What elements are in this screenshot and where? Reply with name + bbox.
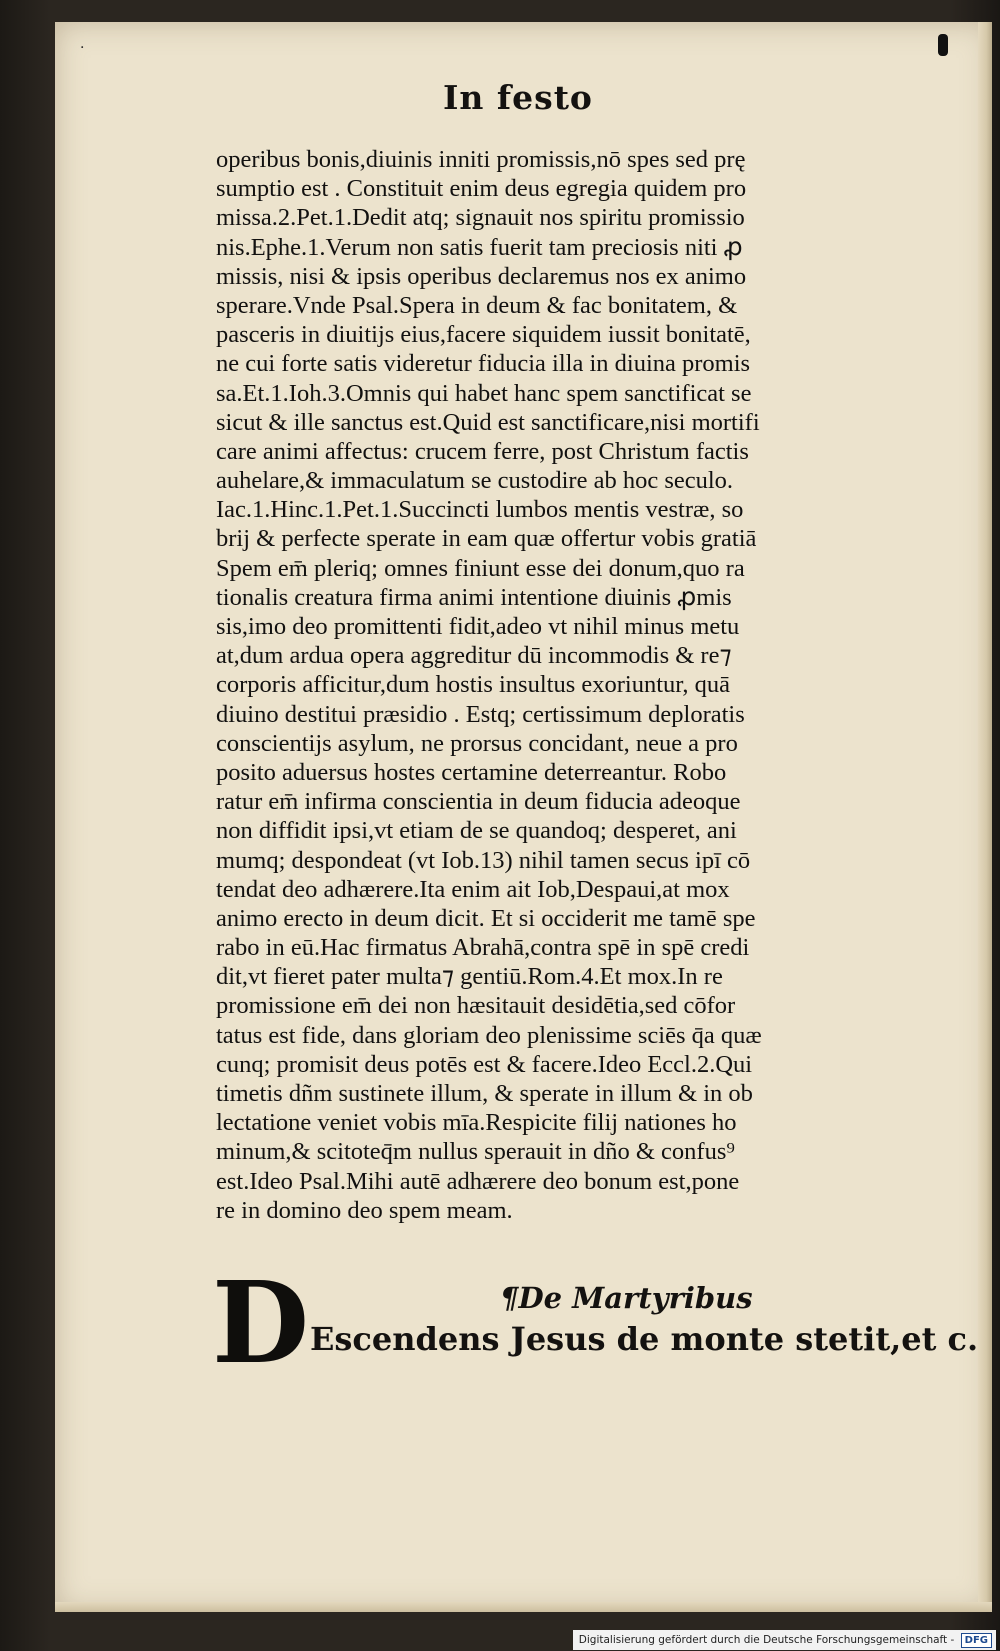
text-line: rabo in eū.Hac firmatus Abrahā,contra spē in spē credi — [216, 934, 750, 962]
text-line: non diffidit ipsi,vt etiam de se quandoq; desperet, ani — [216, 817, 737, 845]
drop-capital: D — [212, 1258, 310, 1389]
text-line: nis.Ephe.1.Verum non satis fuerit tam preciosis niti ꝓ — [216, 233, 743, 261]
text-line: care animi affectus: crucem ferre, post Christum factis — [216, 437, 749, 465]
page-edge-bottom — [55, 1602, 992, 1612]
dfg-logo: DFG — [961, 1633, 992, 1648]
digitization-credit — [573, 1630, 996, 1650]
text-line: Iac.1.Hinc.1.Pet.1.Succincti lumbos mentis vestræ, so — [216, 496, 744, 524]
page-edge — [978, 22, 992, 1612]
text-line: sumptio est . Constituit enim deus egregia quidem pro — [216, 175, 747, 203]
text-line: animo erecto in deum dicit. Et si occiderit me tamē spe — [216, 904, 756, 932]
text-line: ratur em̄ infirma conscientia in deum fiducia adeoque — [216, 788, 741, 816]
text-line: pasceris in diuitijs eius,facere siquidem iussit bonitatē, — [216, 321, 751, 349]
text-line: sis,imo deo promittenti fidit,adeo vt nihil minus metu — [216, 613, 740, 640]
running-head: In festo — [443, 78, 593, 117]
credit-text: Digitalisierung gefördert durch die Deutsche Forschungsgemeinschaft - — [578, 1634, 955, 1646]
text-line: at,dum ardua opera aggreditur dū incommodis & re⁊ — [216, 642, 732, 670]
ink-blot — [938, 34, 948, 56]
text-line: sa.Et.1.Ioh.3.Omnis qui habet hanc spem sanctificat se — [216, 379, 752, 407]
text-line: missa.2.Pet.1.Dedit atq; signauit nos spiritu promissio — [216, 204, 745, 232]
corner-mark: · — [80, 40, 85, 56]
text-line: sicut & ille sanctus est.Quid est sanctificare,nisi mortifi — [216, 408, 760, 436]
text-line: auhelare,& immaculatum se custodire ab hoc seculo. — [216, 467, 734, 495]
body-text — [216, 145, 936, 1225]
text-line: sperare.Vnde Psal.Spera in deum & fac bonitatem, & — [216, 291, 738, 319]
text-line: ne cui forte satis videretur fiducia illa in diuina promis — [216, 350, 751, 378]
text-line: est.Ideo Psal.Mihi autē adhærere deo bonum est,pone — [216, 1167, 740, 1195]
text-line: minum,& scitoteq̄m nullus sperauit in dño & confus⁹ — [216, 1138, 735, 1166]
section-title: ¶De Martyribus — [500, 1281, 753, 1315]
text-line: re in domino deo spem meam. — [216, 1196, 513, 1224]
text-line: tatus est fide, dans gloriam deo plenissime sciēs q̄a quæ — [216, 1021, 762, 1049]
text-line: promissione em̄ dei non hæsitauit desidētia,sed cōfor — [216, 992, 736, 1020]
text-line: conscientijs asylum, ne prorsus concidant, neue a pro — [216, 729, 738, 757]
text-line: tionalis creatura firma animi intentione diuinis ꝓmis — [216, 583, 732, 611]
text-line: cunq; promisit deus potēs est & facere.Ideo Eccl.2.Qui — [216, 1050, 753, 1078]
text-line: corporis afficitur,dum hostis insultus exoriuntur, quā — [216, 671, 731, 699]
text-line: timetis dñm sustinete illum, & sperate in illum & in ob — [216, 1080, 753, 1107]
text-line: lectatione veniet vobis mīa.Respicite filij nationes ho — [216, 1109, 737, 1137]
text-line: diuino destitui præsidio . Estq; certissimum deploratis — [216, 700, 745, 728]
text-line: brij & perfecte sperate in eam quæ offertur vobis gratiā — [216, 525, 757, 553]
text-line: tendat deo adhærere.Ita enim ait Iob,Despaui,at mox — [216, 875, 730, 903]
text-line: posito aduersus hostes certamine deterreantur. Robo — [216, 758, 727, 786]
text-line: mumq; despondeat (vt Iob.13) nihil tamen secus ipī cō — [216, 846, 751, 874]
incipit-line: Escendens Jesus de monte stetit,et c. — [310, 1320, 979, 1358]
text-line: missis, nisi & ipsis operibus declaremus nos ex animo — [216, 262, 747, 290]
text-line: dit,vt fieret pater multa⁊ gentiū.Rom.4.Et mox.In re — [216, 963, 723, 991]
text-line: operibus bonis,diuinis inniti promissis,nō spes sed prę — [216, 146, 746, 173]
text-line: Spem em̄ pleriq; omnes finiunt esse dei donum,quo ra — [216, 554, 745, 582]
